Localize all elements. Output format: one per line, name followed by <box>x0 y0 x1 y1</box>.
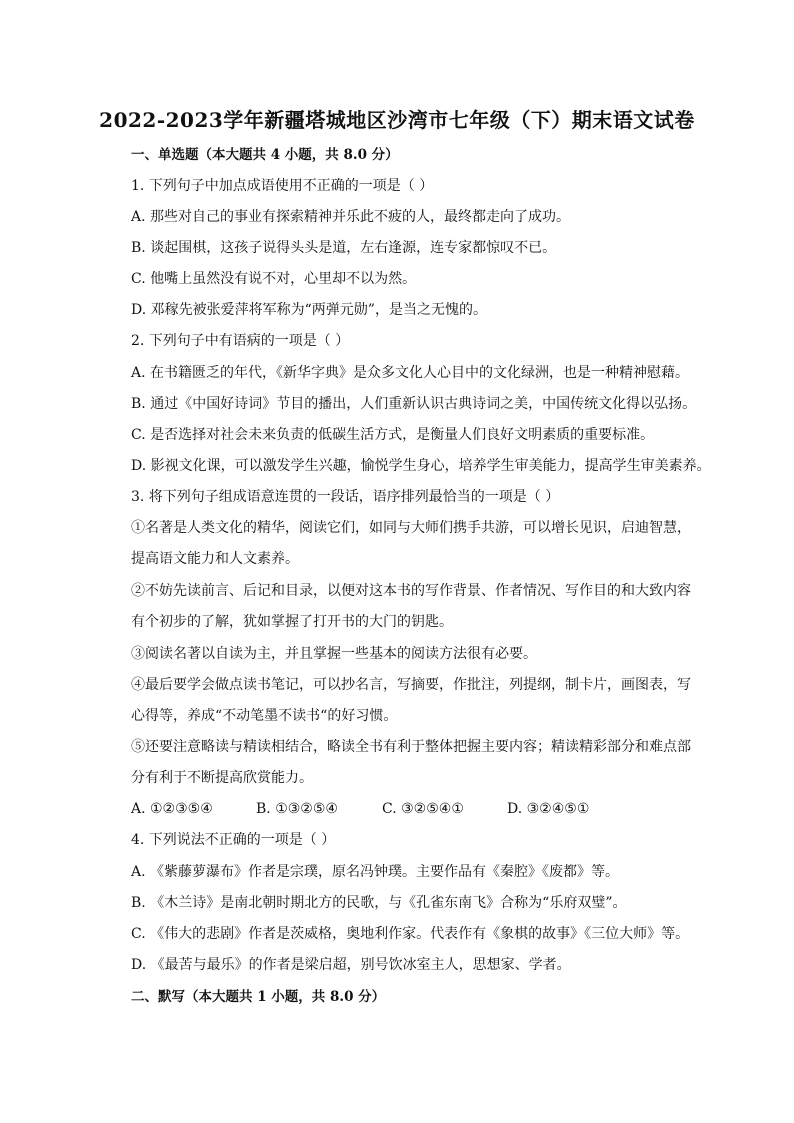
question-3-stem: 3. 将下列句子组成语意连贯的一段话，语序排列最恰当的一项是（ ） <box>131 489 560 505</box>
exam-title: 2022-2023学年新疆塔城地区沙湾市七年级（下）期末语文试卷 <box>99 108 695 132</box>
question-3-options <box>131 800 589 818</box>
question-1-option-b: B. 谈起围棋，这孩子说得头头是道，左右逢源，连专家都惊叹不已。 <box>131 240 557 256</box>
question-3-sentence-line: ②不妨先读前言、后记和目录，以便对这本书的写作背景、作者情况、写作目的和大致内容 <box>131 583 691 599</box>
question-2-option-c: C. 是否选择对社会未来负责的低碳生活方式，是衡量人们良好文明素质的重要标准。 <box>131 427 655 443</box>
question-1-option-a: A. 那些对自己的事业有探索精神并乐此不疲的人，最终都走向了成功。 <box>131 209 571 225</box>
question-3-option-c: C. ③②⑤④① <box>382 801 464 817</box>
question-3-option-b: B. ①③②⑤④ <box>256 801 338 817</box>
question-4-option-b: B. 《木兰诗》是南北朝时期北方的民歌，与《孔雀东南飞》合称为“乐府双璧”。 <box>131 895 627 911</box>
question-3-sentence-line: ⑤还要注意略读与精读相结合，略读全书有利于整体把握主要内容；精读精彩部分和难点部 <box>131 739 691 755</box>
question-1-stem: 1. 下列句子中加点成语使用不正确的一项是（ ） <box>131 178 434 194</box>
question-3-option-a: A. ①②③⑤④ <box>131 801 213 817</box>
question-2-option-a: A. 在书籍匮乏的年代，《新华字典》是众多文化人心目中的文化绿洲，也是一种精神慰藉。 <box>131 365 690 381</box>
question-3-sentence-line: ④最后要学会做点读书笔记，可以抄名言，写摘要，作批注，列提纲，制卡片，画图表，写 <box>131 677 691 693</box>
question-3-sentence-line: ③阅读名著以自读为主，并且掌握一些基本的阅读方法很有必要。 <box>131 646 537 662</box>
question-3-sentence-line: 有个初步的了解，犹如掌握了打开书的大门的钥匙。 <box>131 614 453 630</box>
question-4-option-d: D. 《最苦与最乐》的作者是梁启超，别号饮冰室主人，思想家、学者。 <box>131 957 571 973</box>
question-3-sentence-line: 提高语文能力和人文素养。 <box>131 551 299 567</box>
question-3-sentence-line: ①名著是人类文化的精华，阅读它们，如同与大师们携手共游，可以增长见识，启迪智慧， <box>131 520 691 536</box>
question-3-sentence-line: 分有利于不断提高欣赏能力。 <box>131 770 313 786</box>
question-4-stem: 4. 下列说法不正确的一项是（ ） <box>131 832 336 848</box>
question-2-option-d: D. 影视文化课，可以激发学生兴趣，愉悦学生身心，培养学生审美能力，提高学生审美素养。 <box>131 458 711 474</box>
question-2-stem: 2. 下列句子中有语病的一项是（ ） <box>131 333 350 349</box>
section-heading-single-choice: 一、单选题（本大题共 4 小题，共 8.0 分） <box>131 147 399 163</box>
question-1-option-d: D. 邓稼先被张爱萍将军称为“两弹元勋”，是当之无愧的。 <box>131 302 487 318</box>
section-heading-dictation: 二、默写（本大题共 1 小题，共 8.0 分） <box>131 989 386 1005</box>
question-4-option-a: A. 《紫藤萝瀑布》作者是宗璞，原名冯钟璞。主要作品有《秦腔》《废都》等。 <box>131 864 620 880</box>
question-3-option-d: D. ③②④⑤① <box>507 801 590 817</box>
question-4-option-c: C. 《伟大的悲剧》作者是茨威格，奥地利作家。代表作有《象棋的故事》《三位大师》等。 <box>131 926 690 942</box>
question-2-option-b: B. 通过《中国好诗词》节目的播出，人们重新认识古典诗词之美，中国传统文化得以弘扬。 <box>131 396 697 412</box>
question-1-option-c: C. 他嘴上虽然没有说不对，心里却不以为然。 <box>131 271 417 287</box>
question-3-sentence-line: 心得等，养成“不动笔墨不读书“的好习惯。 <box>131 708 398 724</box>
